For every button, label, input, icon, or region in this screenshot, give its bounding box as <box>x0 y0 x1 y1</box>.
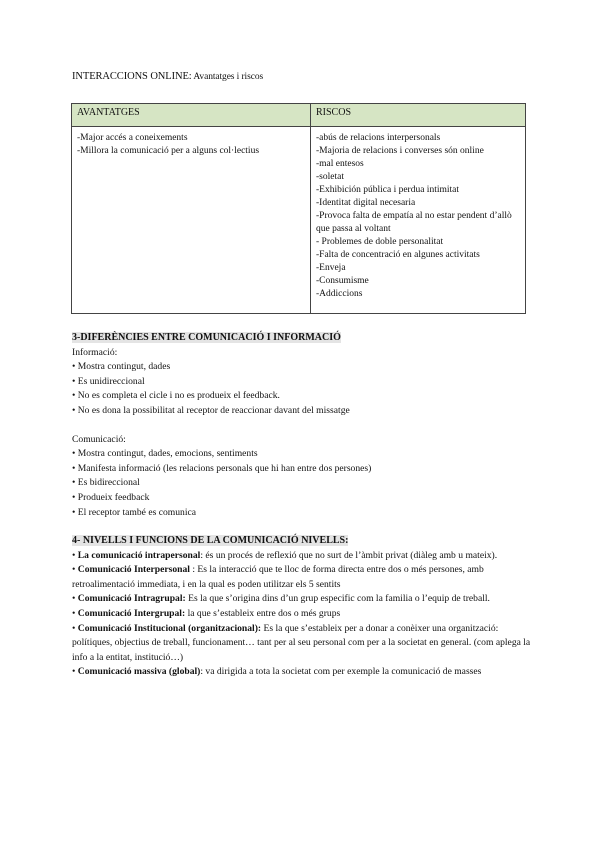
level-item: • La comunicació intrapersonal: és un procés de reflexió que no surt de l’àmbit privat (diàleg amb u mateix). <box>72 549 498 561</box>
risk-item: -Addiccions <box>316 289 363 299</box>
advantage-item: -Major accés a coneixements <box>77 133 188 143</box>
level-name: Comunicació Interpersonal <box>77 564 190 576</box>
section-4 <box>72 534 532 680</box>
risk-item: -Provoca falta de empatía al no estar pendent d’allò que passa al voltant <box>316 211 512 234</box>
header-advantages: AVANTATGES <box>72 104 311 127</box>
risk-item: - Problemes de doble personalitat <box>316 237 444 247</box>
level-name: Comunicació Intragrupal: <box>77 593 186 605</box>
communication-item: • El receptor també es comunica <box>72 506 197 518</box>
level-description: la que s’estableix entre dos o més grups <box>185 607 341 619</box>
information-item: • No es completa el cicle i no es produeix el feedback. <box>72 390 280 402</box>
risk-item: -Falta de concentració en algunes activitats <box>316 250 480 260</box>
advantage-item: -Millora la comunicació per a alguns col·lectius <box>77 146 260 156</box>
risk-item: -Consumisme <box>316 276 369 286</box>
level-item: • Comunicació Intragrupal: Es la que s’origina dins d’un grup especific com la familia o l’equip de treball. <box>72 593 490 605</box>
communication-item: • Manifesta informació (les relacions personals que hi han entre dos persones) <box>72 462 372 474</box>
level-item: • Comunicació Intergrupal: la que s’estableix entre dos o més grups <box>72 607 341 619</box>
level-description: : Es la interacció que te lloc de forma directa entre dos o més persones, amb retroalimentació immediata, i en la qual es poden utilitzar els 5 sentits <box>72 564 484 590</box>
level-name: Comunicació massiva (global) <box>77 666 201 678</box>
level-description: Es la que s’estableix per a donar a conèixer una organització: polítiques, objectius de treball, funcionament… tant per al seu personal com per a la societat en general. (com aplega la info a la entitat, institució…) <box>72 622 531 663</box>
level-description: Es la que s’origina dins d’un grup especific com la familia o l’equip de treball. <box>185 593 490 605</box>
information-label: Informació: <box>72 346 118 358</box>
level-description: : va dirigida a tota la societat com per exemple la comunicació de masses <box>200 666 482 678</box>
section-4-heading: 4- NIVELLS I FUNCIONS DE LA COMUNICACIÓ NIVELLS: <box>72 535 349 546</box>
risk-item: -soletat <box>316 172 344 182</box>
advantages-cell <box>72 127 311 314</box>
section-3-heading: 3-DIFERÈNCIES ENTRE COMUNICACIÓ I INFORMACIÓ <box>72 332 341 343</box>
risks-cell <box>311 127 526 314</box>
level-name: La comunicació intrapersonal <box>77 549 201 561</box>
risk-item: -Exhibición pública i perdua intimitat <box>316 185 459 195</box>
header-risks: RISCOS <box>311 104 526 127</box>
risk-item: -abús de relacions interpersonals <box>316 133 441 143</box>
table-header-row <box>72 104 526 127</box>
communication-label: Comunicació: <box>72 433 126 445</box>
section-3 <box>72 331 532 520</box>
advantages-risks-table <box>71 103 526 314</box>
information-item: • No es dona la possibilitat al receptor de reaccionar davant del missatge <box>72 404 350 416</box>
level-name: Comunicació Intergrupal: <box>77 607 186 619</box>
information-item: • Es unidireccional <box>72 375 145 387</box>
table-row <box>72 127 526 314</box>
title-main: INTERACCIONS ONLINE: <box>72 71 192 82</box>
risk-item: -Majoria de relacions i converses són online <box>316 146 484 156</box>
level-name: Comunicació Institucional (organitzacional): <box>77 622 262 634</box>
communication-item: • Produeix feedback <box>72 491 150 503</box>
risk-item: -Enveja <box>316 263 346 273</box>
information-item: • Mostra contingut, dades <box>72 361 171 373</box>
level-item: • Comunicació Interpersonal : Es la interacció que te lloc de forma directa entre dos o més persones, amb retroalimentació immediata, i en la qual es poden utilitzar els 5 sentits <box>72 564 484 590</box>
document-title <box>72 71 263 82</box>
communication-item: • Mostra contingut, dades, emocions, sentiments <box>72 448 258 460</box>
title-subtitle: Avantatges i riscos <box>191 72 264 82</box>
risk-item: -Identitat digital necesaria <box>316 198 416 208</box>
level-description: : és un procés de reflexió que no surt de l’àmbit privat (diàleg amb u mateix). <box>200 549 498 561</box>
level-item: • Comunicació Institucional (organitzacional): Es la que s’estableix per a donar a conèixer una organització: polítiques, objectius de treball, funcionament… tant per al seu personal com per a la societat en general. (com aplega la info a la entitat, institució…) <box>72 622 531 663</box>
level-item: • Comunicació massiva (global): va dirigida a tota la societat com per exemple la comunicació de masses <box>72 666 482 678</box>
risk-item: -mal entesos <box>316 159 364 169</box>
communication-item: • Es bidireccional <box>72 477 140 489</box>
